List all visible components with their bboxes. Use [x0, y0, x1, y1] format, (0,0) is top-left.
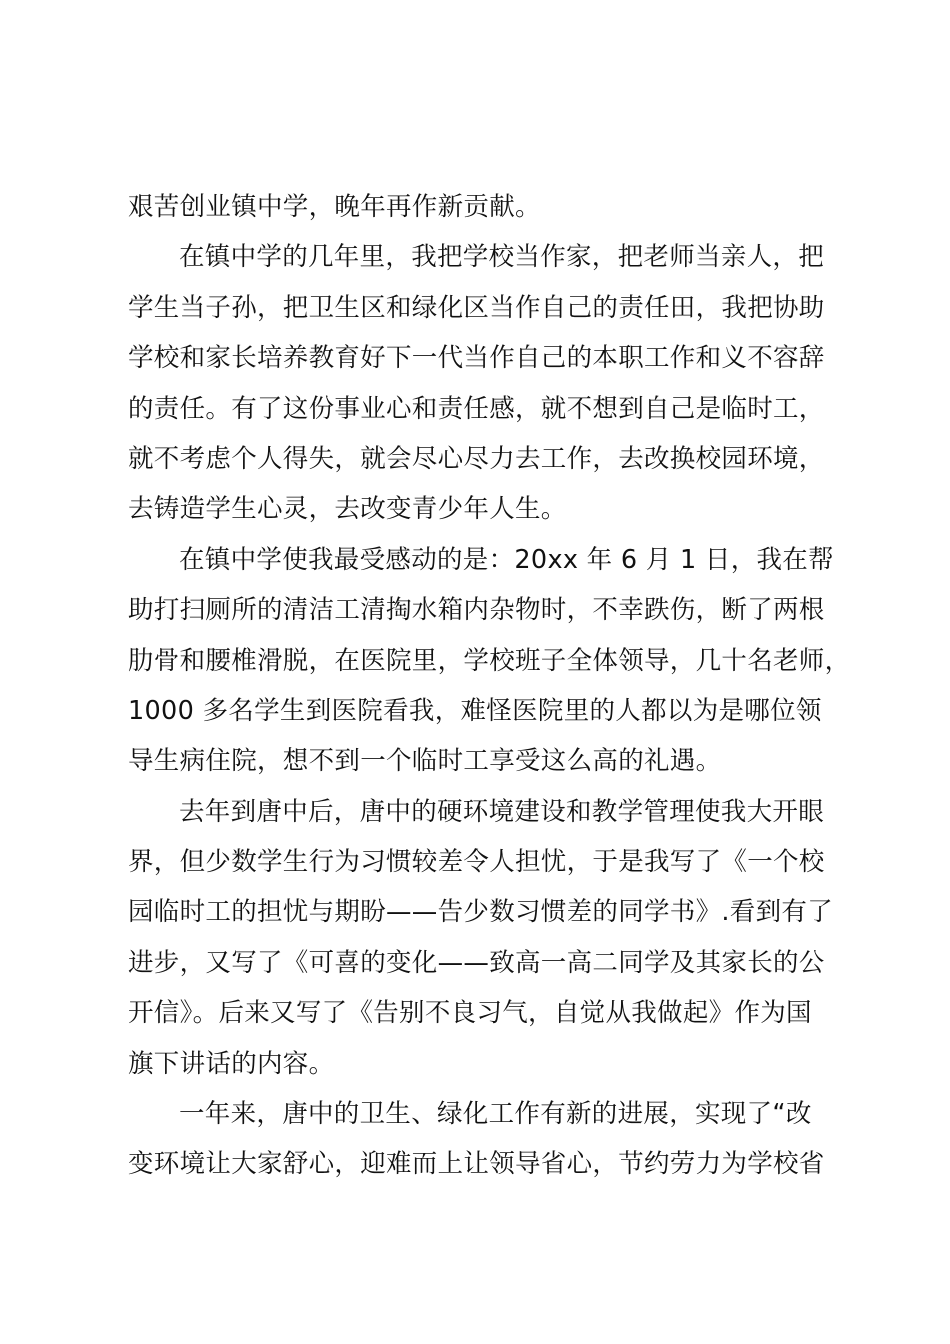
- text-line: 去铸造学生心灵，去改变青少年人生。: [128, 494, 567, 525]
- text-line: 变环境让大家舒心，迎难而上让领导省心，节约劳力为学校省: [128, 1149, 825, 1180]
- text-line: 1000 多名学生到医院看我，难怪医院里的人都以为是哪位领: [128, 695, 822, 726]
- paragraph-first-line: 在镇中学的几年里，我把学校当作家，把老师当亲人，把: [179, 242, 825, 273]
- paragraph-first-line: 去年到唐中后，唐中的硬环境建设和教学管理使我大开眼: [179, 796, 825, 827]
- paragraph-first-line: 一年来，唐中的卫生、绿化工作有新的进展，实现了“改: [179, 1099, 812, 1130]
- text-line: 学校和家长培养教育好下一代当作自己的本职工作和义不容辞: [128, 343, 825, 374]
- text-line: 艰苦创业镇中学，晚年再作新贡献。: [128, 192, 541, 222]
- text-line: 的责任。有了这份事业心和责任感，就不想到自己是临时工，: [128, 393, 825, 424]
- paragraph-first-line: 在镇中学使我最受感动的是：20xx 年 6 月 1 日，我在帮: [179, 544, 834, 575]
- text-line: 界，但少数学生行为习惯较差令人担忧，于是我写了《一个校: [128, 847, 825, 878]
- text-line: 旗下讲话的内容。: [128, 1048, 335, 1079]
- text-line: 助打扫厕所的清洁工清掏水箱内杂物时，不幸跌伤，断了两根: [128, 595, 825, 626]
- text-line: 学生当子孙，把卫生区和绿化区当作自己的责任田，我把协助: [128, 292, 825, 323]
- text-line: 进步，又写了《可喜的变化——致高一高二同学及其家长的公: [128, 947, 825, 978]
- text-line: 开信》。后来又写了《告别不良习气，自觉从我做起》作为国: [128, 998, 812, 1029]
- document-body: [128, 182, 851, 1190]
- text-line: 导生病住院，想不到一个临时工享受这么高的礼遇。: [128, 746, 722, 777]
- text-line: 肋骨和腰椎滑脱，在医院里，学校班子全体领导，几十名老师，: [128, 645, 851, 676]
- text-line: 园临时工的担忧与期盼——告少数习惯差的同学书》.看到有了: [128, 897, 834, 928]
- text-line: 就不考虑个人得失，就会尽心尽力去工作，去改换校园环境，: [128, 443, 825, 474]
